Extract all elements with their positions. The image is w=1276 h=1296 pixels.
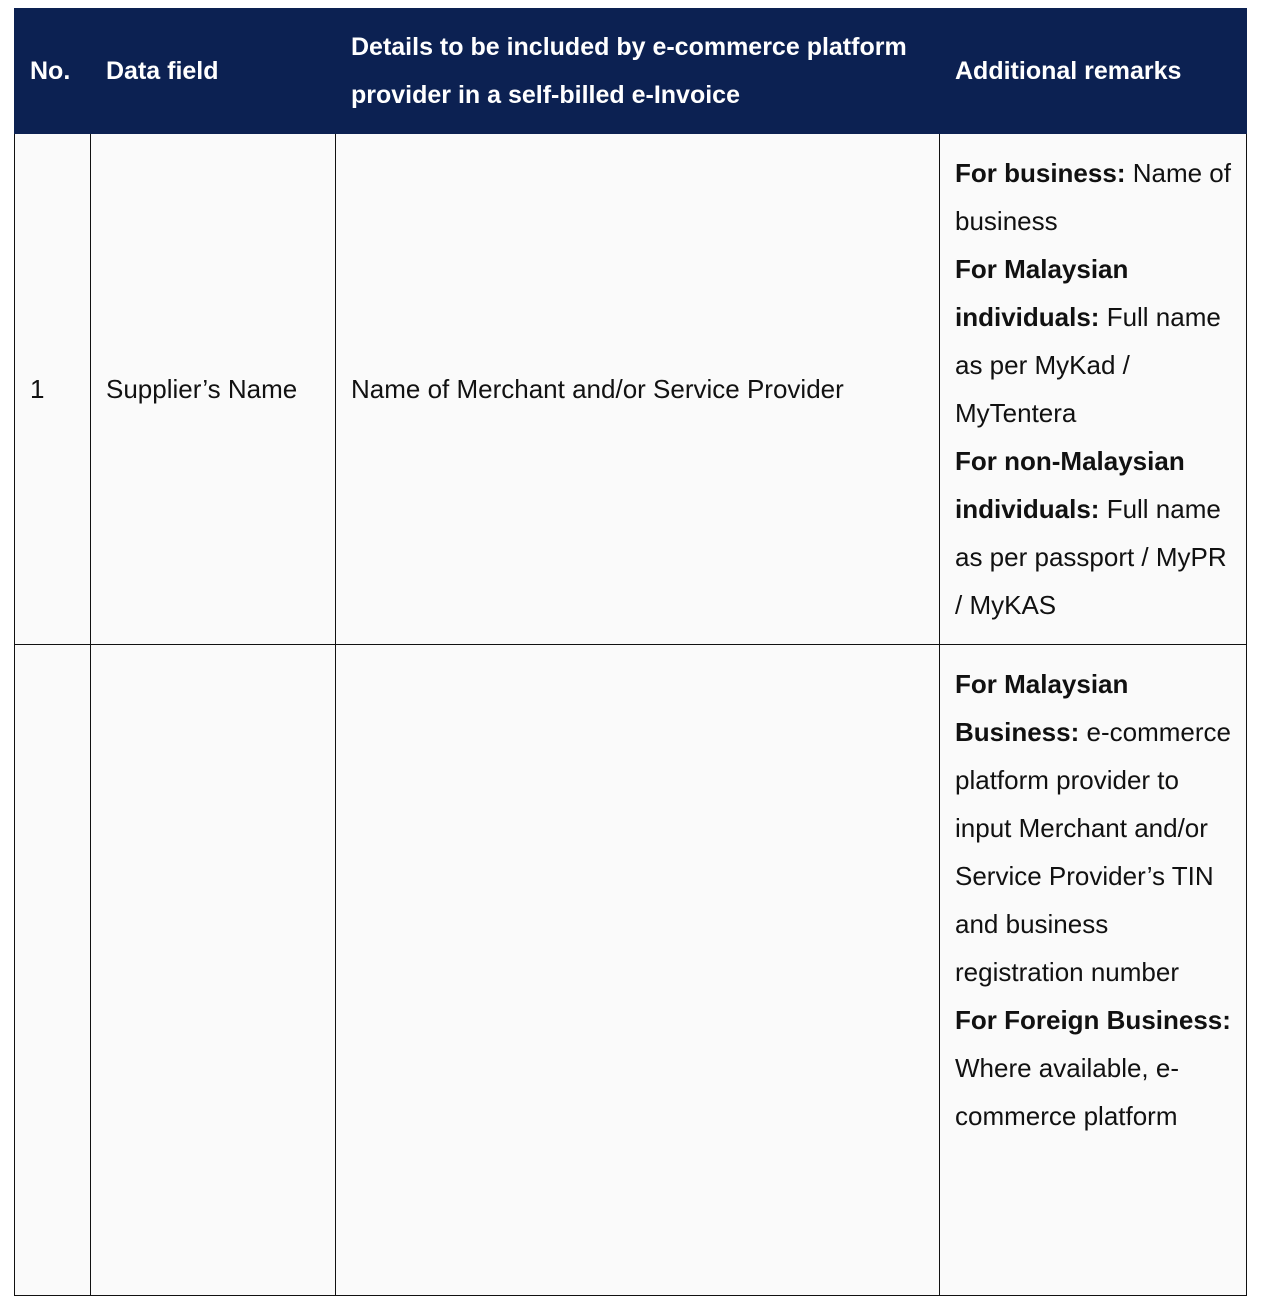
remark-business: For business: Name of business [955,158,1231,236]
remark-malaysian-business: For Malaysian Business: e-commerce platform provider to input Merchant and/or Service Provider’s TIN and business registration number [955,669,1231,987]
cell-data-field [91,645,336,1296]
e-invoice-table-container [14,8,1246,1296]
table-header-row [15,9,1247,134]
cell-details [336,645,940,1296]
remark-non-malaysian-individuals: For non-Malaysian individuals: Full name as per passport / MyPR / MyKAS [955,446,1227,620]
cell-no: 1 [15,134,91,645]
header-additional-remarks: Additional remarks [940,9,1247,134]
header-no: No. [15,9,91,134]
cell-no [15,645,91,1296]
table-row [15,134,1247,645]
cell-remarks [940,645,1247,1296]
header-data-field: Data field [91,9,336,134]
table-row [15,645,1247,1296]
remark-malaysian-individuals: For Malaysian individuals: Full name as per MyKad / MyTentera [955,254,1221,428]
cell-remarks [940,134,1247,645]
header-details: Details to be included by e-commerce platform provider in a self-billed e-Invoice [336,9,940,134]
e-invoice-fields-table [14,8,1247,1296]
remark-foreign-business: For Foreign Business: Where available, e-commerce platform [955,1005,1231,1131]
cell-data-field: Supplier’s Name [91,134,336,645]
cell-details: Name of Merchant and/or Service Provider [336,134,940,645]
